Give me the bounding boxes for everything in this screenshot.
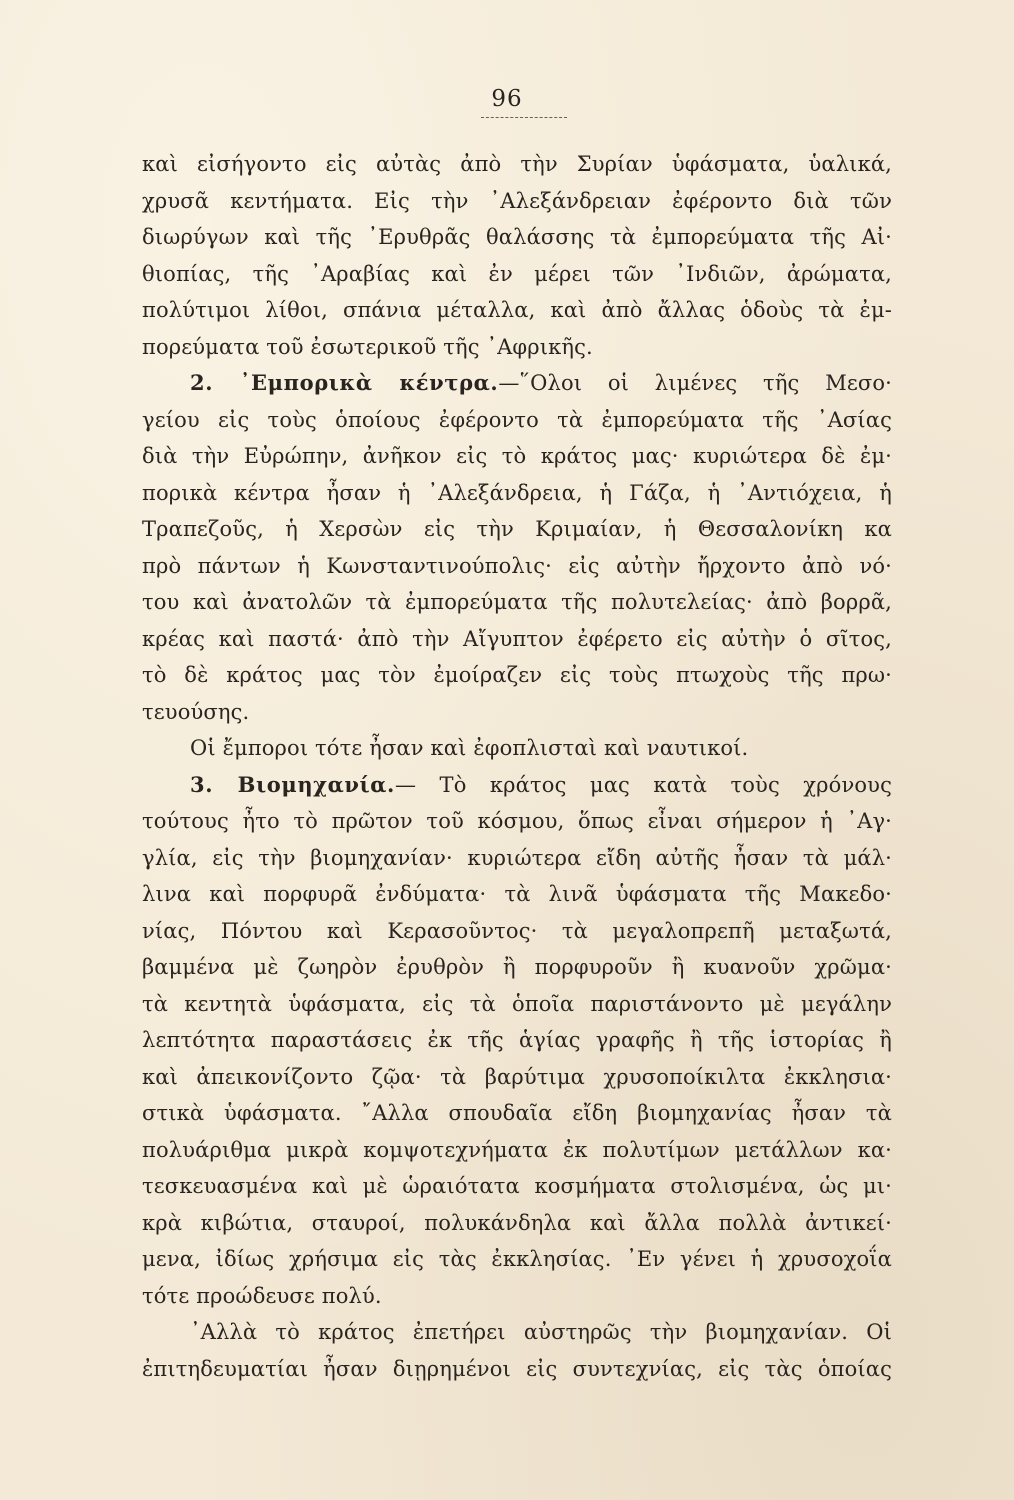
text-line: κρέας καὶ παστά· ἀπὸ τὴν Αἴγυπτον ἐφέρετο εἰς αὐτὴν ὁ σῖτος, bbox=[142, 626, 892, 651]
text-line: ᾿Αλλὰ τὸ κράτος ἐπετήρει αὐστηρῶς τὴν βιομηχανίαν. Οἱ bbox=[190, 1320, 892, 1344]
page-number-rule bbox=[481, 117, 567, 118]
text-line: ἐπιτηδευματίαι ἦσαν διῃρημένοι εἰς συντεχνίας, εἰς τὰς ὁποίας bbox=[142, 1356, 892, 1381]
text-line: διωρύγων καὶ τῆς ᾿Ερυθρᾶς θαλάσσης τὰ ἐμπορεύματα τῆς Αἰ· bbox=[142, 225, 892, 249]
text-line: βαμμένα μὲ ζωηρὸν ἐρυθρὸν ἢ πορφυροῦν ἢ κυανοῦν χρῶμα· bbox=[142, 955, 892, 979]
text-line: γλία, εἰς τὴν βιομηχανίαν· κυριώτερα εἴδη αὐτῆς ἦσαν τὰ μάλ· bbox=[142, 845, 892, 870]
text-line: καὶ ἀπεικονίζοντο ζῷα· τὰ βαρύτιμα χρυσοποίκιλτα ἐκκλησια· bbox=[142, 1064, 892, 1089]
text-line: τὸ δὲ κράτος μας τὸν ἐμοίραζεν εἰς τοὺς πτωχοὺς τῆς πρω· bbox=[142, 663, 892, 687]
text-line: Οἱ ἔμποροι τότε ἦσαν καὶ ἐφοπλισταὶ καὶ ναυτικοί. bbox=[190, 736, 749, 760]
text-line: στικὰ ὑφάσματα. ῎Αλλα σπουδαῖα εἴδη βιομηχανίας ἦσαν τὰ bbox=[142, 1101, 892, 1125]
text-line: χρυσᾶ κεντήματα. Εἰς τὴν ᾿Αλεξάνδρειαν ἐφέροντο διὰ τῶν bbox=[142, 188, 892, 213]
text-line: τεσκευασμένα καὶ μὲ ὡραιότατα κοσμήματα στολισμένα, ὡς μι· bbox=[142, 1174, 892, 1198]
page-number: 96 bbox=[491, 86, 523, 112]
body-text bbox=[142, 146, 892, 1387]
text-line: τὰ κεντητὰ ὑφάσματα, εἰς τὰ ὁποῖα παριστάνοντο μὲ μεγάλην bbox=[142, 991, 892, 1016]
text-run: —῞Ολοι οἱ λιμένες τῆς Μεσο· bbox=[498, 371, 892, 395]
text-line: τούτους ἦτο τὸ πρῶτον τοῦ κόσμου, ὅπως εἶναι σήμερον ἡ ᾿Αγ· bbox=[142, 809, 892, 833]
text-line: πολυάριθμα μικρὰ κομψοτεχνήματα ἐκ πολυτίμων μετάλλων κα· bbox=[142, 1137, 892, 1162]
text-line: του καὶ ἀνατολῶν τὰ ἐμπορεύματα τῆς πολυτελείας· ἀπὸ βορρᾶ, bbox=[142, 590, 892, 614]
text-line: διὰ τὴν Εὐρώπην, ἀνῆκον εἰς τὸ κράτος μας· κυριώτερα δὲ ἐμ· bbox=[142, 444, 892, 468]
text-line: τότε προώδευσε πολύ. bbox=[142, 1283, 382, 1308]
section-start-line bbox=[142, 365, 892, 402]
section-start-line bbox=[142, 767, 892, 804]
text-line: Τραπεζοῦς, ἡ Χερσὼν εἰς τὴν Κριμαίαν, ἡ Θεσσαλονίκη κα bbox=[142, 517, 892, 541]
text-line: πορεύματα τοῦ ἐσωτερικοῦ τῆς ᾿Αφρικῆς. bbox=[142, 334, 593, 359]
text-line: λινα καὶ πορφυρᾶ ἐνδύματα· τὰ λινᾶ ὑφάσματα τῆς Μακεδο· bbox=[142, 882, 892, 906]
text-line: πρὸ πάντων ἡ Κωνσταντινούπολις· εἰς αὐτὴν ἤρχοντο ἀπὸ νό· bbox=[142, 553, 892, 578]
section-heading-trade-centres: 2. ᾿Εμπορικὰ κέντρα. bbox=[190, 370, 499, 395]
text-line: θιοπίας, τῆς ᾿Αραβίας καὶ ἐν μέρει τῶν ᾿Ινδιῶν, ἀρώματα, bbox=[142, 261, 892, 286]
text-line: πορικὰ κέντρα ἦσαν ἡ ᾿Αλεξάνδρεια, ἡ Γάζα, ἡ ᾿Αντιόχεια, ἡ bbox=[142, 480, 892, 505]
text-line: νίας, Πόντου καὶ Κερασοῦντος· τὰ μεγαλοπρεπῆ μεταξωτά, bbox=[142, 918, 892, 943]
text-run: — Τὸ κράτος μας κατὰ τοὺς χρόνους bbox=[394, 772, 892, 797]
section-heading-industry: 3. Βιομηχανία. bbox=[190, 771, 395, 797]
text-line: τευούσης. bbox=[142, 699, 250, 724]
text-line: καὶ εἰσήγοντο εἰς αὐτὰς ἀπὸ τὴν Συρίαν ὑφάσματα, ὑαλικά, bbox=[142, 152, 892, 176]
text-line: γείου εἰς τοὺς ὁποίους ἐφέροντο τὰ ἐμπορεύματα τῆς ᾿Ασίας bbox=[142, 407, 892, 432]
text-line: κρὰ κιβώτια, σταυροί, πολυκάνδηλα καὶ ἄλλα πολλὰ ἀντικεί· bbox=[142, 1210, 892, 1235]
text-line: λεπτότητα παραστάσεις ἐκ τῆς ἁγίας γραφῆς ἢ τῆς ἱστορίας ἢ bbox=[142, 1028, 892, 1052]
text-line: μενα, ἰδίως χρήσιμα εἰς τὰς ἐκκλησίας. ᾿Εν γένει ἡ χρυσοχοΐα bbox=[142, 1247, 892, 1271]
text-line: πολύτιμοι λίθοι, σπάνια μέταλλα, καὶ ἀπὸ ἄλλας ὁδοὺς τὰ ἐμ- bbox=[142, 298, 892, 322]
